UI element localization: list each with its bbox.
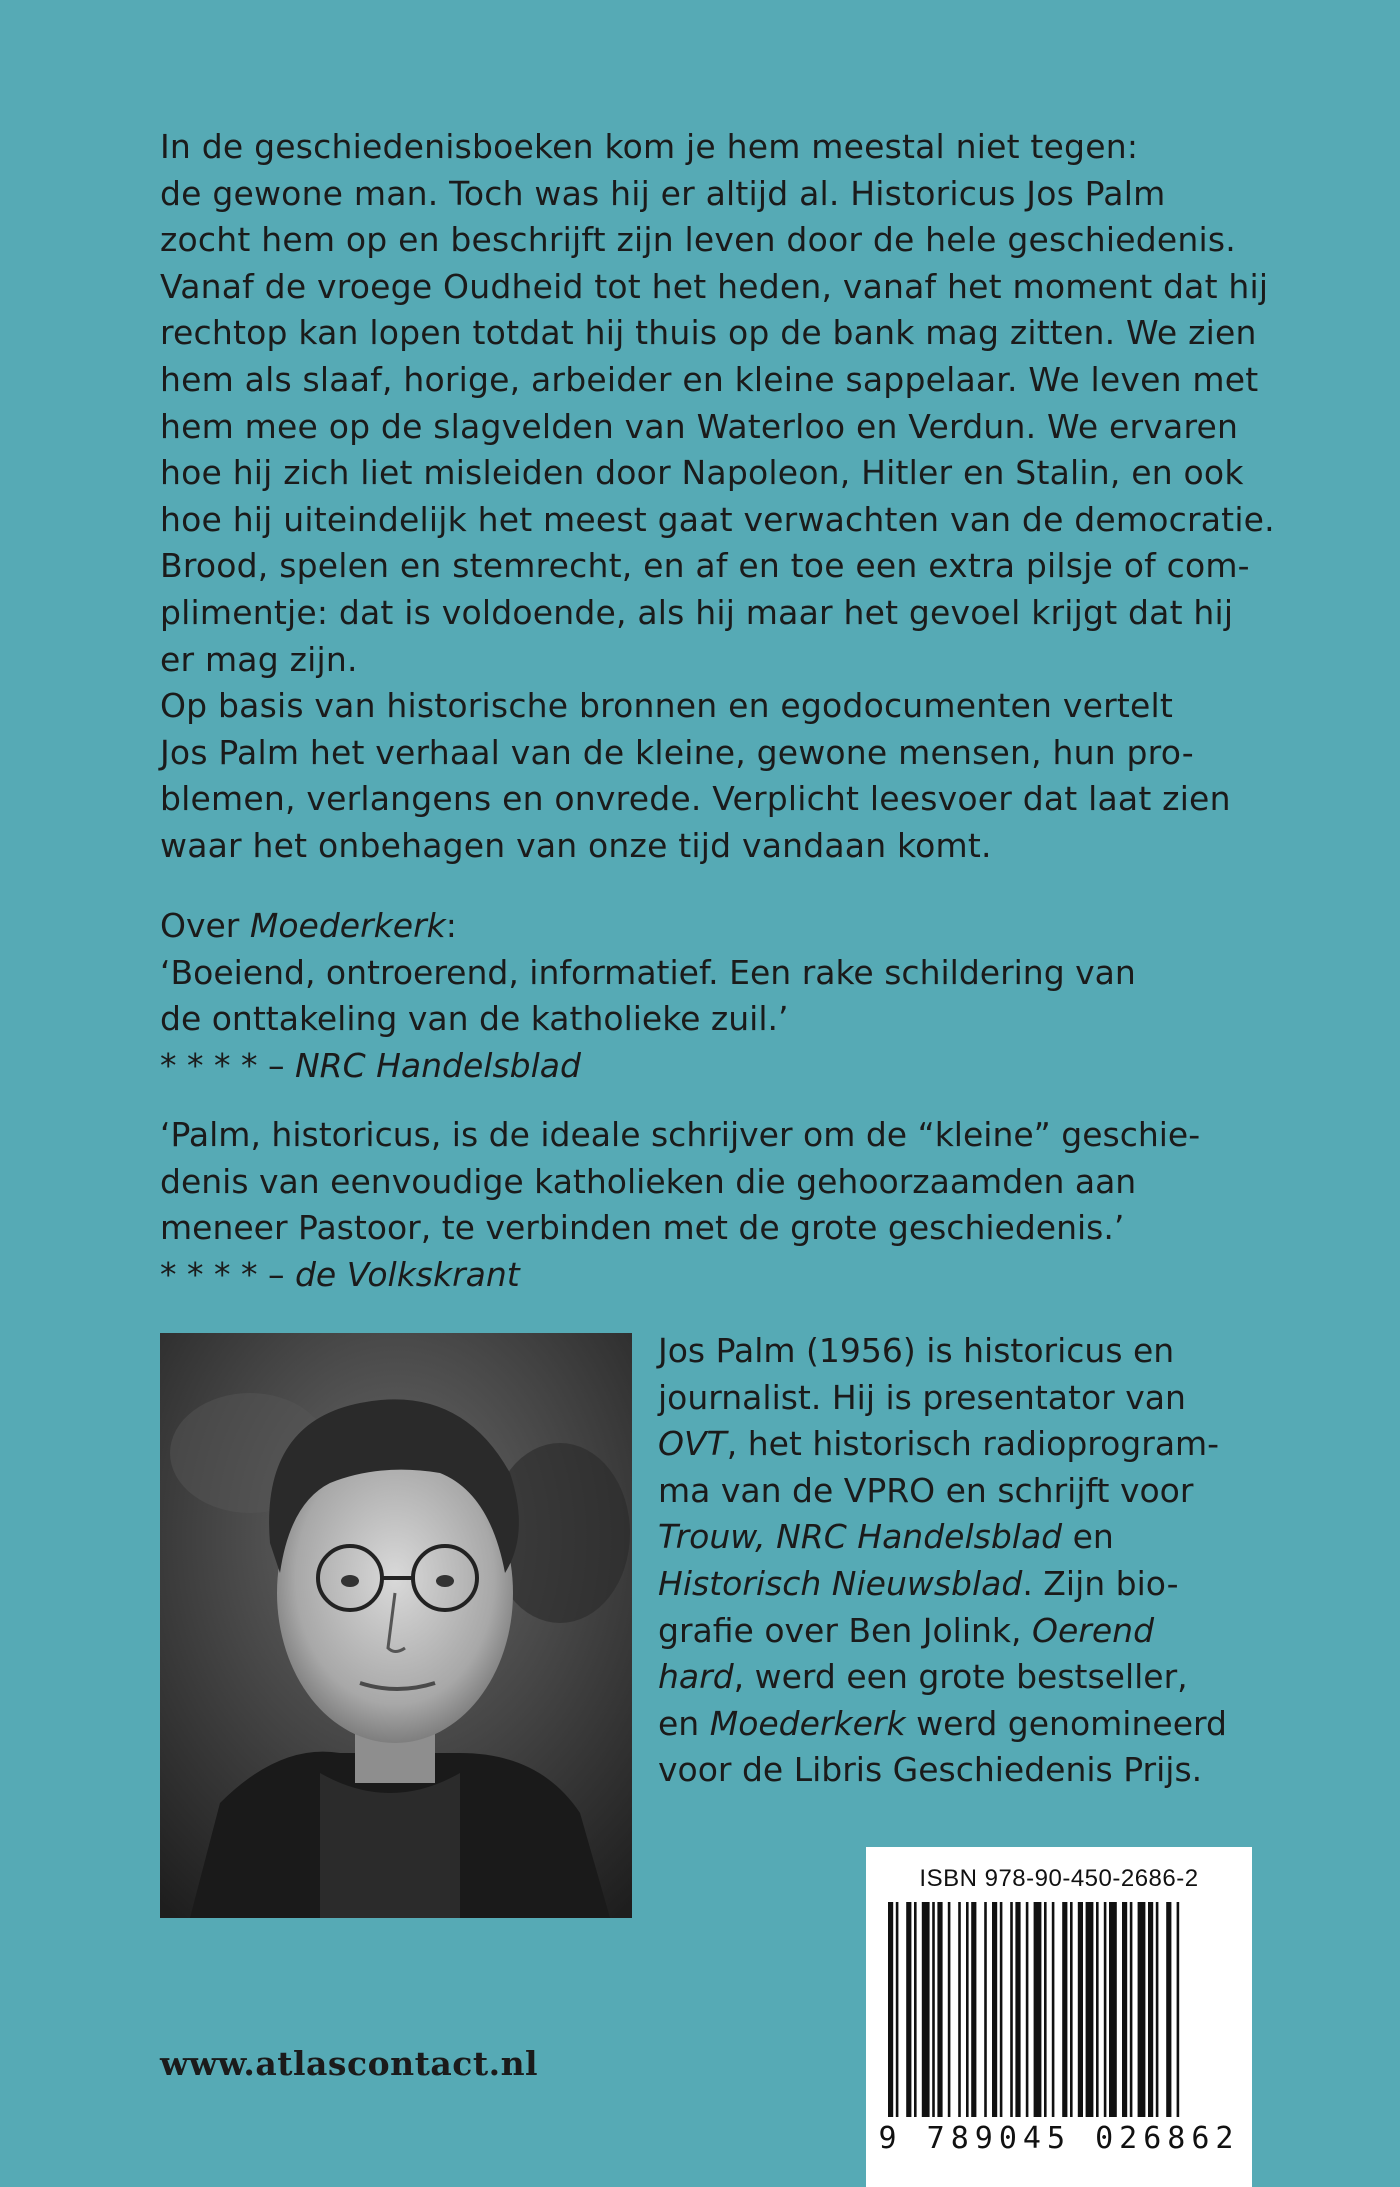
bio-italic: Historisch Nieuwsblad (658, 1563, 1023, 1603)
barcode-bar (937, 1902, 942, 2117)
blurb-line: Jos Palm het verhaal van de kleine, gewone mensen, hun pro- (160, 732, 1194, 772)
author-bio (658, 1328, 1298, 1794)
review-quote-line: de onttakeling van de katholieke zuil.’ (160, 999, 789, 1039)
barcode-bar (1177, 1902, 1180, 2117)
barcode-bar (1122, 1902, 1127, 2117)
review-quote-line: meneer Pastoor, te verbinden met de grote geschiedenis.’ (160, 1208, 1125, 1248)
review-stars: * * * * – (160, 1045, 295, 1085)
isbn-label: ISBN 978-90-450-2686-2 (919, 1865, 1199, 1892)
barcode-bar (1109, 1902, 1117, 2117)
review-quote-line: ‘Boeiend, ontroerend, informatief. Een rake schildering van (160, 952, 1136, 992)
bio-line: ma van de VPRO en schrijft voor (658, 1470, 1194, 1510)
blurb-line: hoe hij uiteindelijk het meest gaat verwachten van de democratie. (160, 499, 1275, 539)
barcode-bar (1096, 1902, 1099, 2117)
blurb-line: er mag zijn. (160, 639, 358, 679)
review-source: de Volkskrant (294, 1254, 520, 1294)
barcode-bar (888, 1902, 893, 2117)
barcode-bar (1070, 1902, 1073, 2117)
barcode-bar (932, 1902, 935, 2117)
bio-line: grafie over Ben Jolink, (658, 1610, 1033, 1650)
bio-italic: Moederkerk (709, 1703, 906, 1743)
barcode-bar (1104, 1902, 1107, 2117)
review-colon: : (445, 906, 457, 945)
author-photo (160, 1333, 632, 1918)
review-volkskrant (160, 1112, 1290, 1298)
bio-italic: Oerend (1032, 1610, 1155, 1650)
barcode-bar (922, 1902, 930, 2117)
bio-line: en (658, 1703, 710, 1743)
review-quote-line: ‘Palm, historicus, is de ideale schrijver om de “kleine” geschie- (160, 1115, 1201, 1154)
barcode-bar (1078, 1902, 1083, 2117)
bio-line: werd genomineerd (905, 1703, 1227, 1743)
blurb-line: hem mee op de slagvelden van Waterloo en Verdun. We ervaren (160, 406, 1239, 446)
barcode-bar (1138, 1902, 1146, 2117)
barcode-bar (1086, 1902, 1094, 2117)
bio-italic: Trouw, NRC Handelsblad (658, 1517, 1063, 1557)
bio-line: , het historisch radioprogram- (726, 1424, 1220, 1464)
bio-line: en (1062, 1517, 1114, 1557)
barcode-bar (896, 1902, 899, 2117)
blurb-line: Vanaf de vroege Oudheid tot het heden, vanaf het moment dat hij (160, 266, 1269, 306)
barcode-bar (1130, 1902, 1133, 2117)
blurb-line: plimentje: dat is voldoende, als hij maar het gevoel krijgt dat hij (160, 592, 1234, 632)
bio-line: voor de Libris Geschiedenis Prijs. (658, 1750, 1203, 1790)
barcode-bar (914, 1902, 917, 2117)
barcode-bar (1062, 1902, 1067, 2117)
barcode-bar (1015, 1902, 1020, 2117)
blurb-line: waar het onbehagen van onze tijd vandaan komt. (160, 825, 992, 865)
blurb-line: hem als slaaf, horige, arbeider en kleine sappelaar. We leven met (160, 359, 1259, 399)
barcode-bar (1044, 1902, 1047, 2117)
barcode-bar (1156, 1902, 1159, 2117)
isbn-digits: 9 789045 026862 (878, 2121, 1240, 2156)
barcode-bar (966, 1902, 969, 2117)
review-intro: Over (160, 906, 250, 945)
barcode-bar (1166, 1902, 1171, 2117)
blurb-line: hoe hij zich liet misleiden door Napoleon, Hitler en Stalin, en ook (160, 453, 1244, 493)
blurb-line: In de geschiedenisboeken kom je hem meestal niet tegen: (160, 127, 1139, 166)
bio-line: Jos Palm (1956) is historicus en (658, 1331, 1175, 1370)
blurb-paragraph-1 (160, 124, 1290, 683)
barcode-bar (1010, 1902, 1013, 2117)
blurb-line: rechtop kan lopen totdat hij thuis op de bank mag zitten. We zien (160, 313, 1257, 353)
bio-line: , werd een grote bestseller, (733, 1657, 1188, 1697)
barcode-bar (1000, 1902, 1003, 2117)
barcode-bar (958, 1902, 961, 2117)
bio-line: . Zijn bio- (1022, 1563, 1179, 1603)
publisher-url[interactable]: www.atlascontact.nl (160, 2044, 539, 2083)
review-source: NRC Handelsblad (294, 1045, 581, 1085)
review-book-title: Moederkerk (249, 906, 446, 945)
blurb-line: zocht hem op en beschrijft zijn leven door de hele geschiedenis. (160, 220, 1236, 260)
review-quote-line: denis van eenvoudige katholieken die gehoorzaamden aan (160, 1161, 1137, 1201)
author-portrait-graphic (160, 1333, 632, 1918)
barcode-bar (1148, 1902, 1153, 2117)
barcode-bar (1034, 1902, 1042, 2117)
blurb (160, 124, 1290, 870)
blurb-paragraph-2 (160, 683, 1290, 869)
review-stars: * * * * – (160, 1254, 295, 1294)
barcode (866, 1847, 1252, 2187)
review-moederkerk (160, 903, 1290, 1089)
barcode-bar (1026, 1902, 1029, 2117)
blurb-line: de gewone man. Toch was hij er altijd al. Historicus Jos Palm (160, 173, 1166, 213)
barcode-bar (984, 1902, 987, 2117)
bio-italic: OVT (658, 1424, 727, 1464)
bio-italic: hard (658, 1657, 734, 1697)
barcode-bar (992, 1902, 997, 2117)
blurb-line: blemen, verlangens en onvrede. Verplicht leesvoer dat laat zien (160, 779, 1231, 819)
barcode-bar (1052, 1902, 1055, 2117)
barcode-bar (971, 1902, 976, 2117)
barcode-bar (906, 1902, 911, 2117)
blurb-line: Op basis van historische bronnen en egodocumenten vertelt (160, 686, 1173, 726)
blurb-line: Brood, spelen en stemrecht, en af en toe een extra pilsje of com- (160, 546, 1250, 586)
bio-line: journalist. Hij is presentator van (658, 1377, 1186, 1417)
barcode-bar (948, 1902, 951, 2117)
